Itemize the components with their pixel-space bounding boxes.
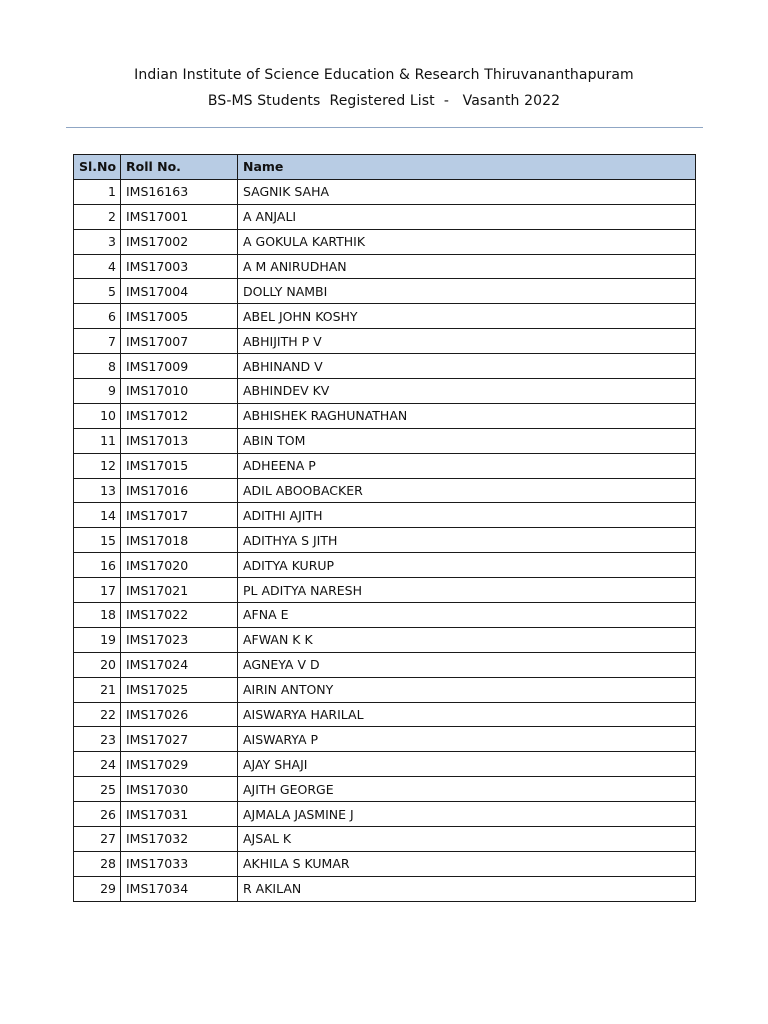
roll-no-cell: IMS17033 xyxy=(121,851,238,876)
table-row xyxy=(74,851,696,876)
sl-no-cell: 7 xyxy=(74,329,121,354)
sl-no-cell: 14 xyxy=(74,503,121,528)
sl-no-cell: 15 xyxy=(74,528,121,553)
student-name-cell: A GOKULA KARTHIK xyxy=(238,229,696,254)
table-row xyxy=(74,179,696,204)
table-body xyxy=(74,179,696,901)
roll-no-cell: IMS17020 xyxy=(121,553,238,578)
table-row xyxy=(74,876,696,901)
roll-no-cell: IMS17018 xyxy=(121,528,238,553)
student-name-cell: AJAY SHAJI xyxy=(238,752,696,777)
roll-no-cell: IMS17027 xyxy=(121,727,238,752)
sl-no-cell: 25 xyxy=(74,777,121,802)
table-row xyxy=(74,204,696,229)
student-name-cell: AKHILA S KUMAR xyxy=(238,851,696,876)
table-row xyxy=(74,528,696,553)
roll-no-cell: IMS17015 xyxy=(121,453,238,478)
student-name-cell: ABHINDEV KV xyxy=(238,379,696,404)
student-name-cell: ABHIJITH P V xyxy=(238,329,696,354)
sl-no-cell: 2 xyxy=(74,204,121,229)
table-row xyxy=(74,503,696,528)
sl-no-cell: 8 xyxy=(74,354,121,379)
roll-no-cell: IMS17034 xyxy=(121,876,238,901)
student-name-cell: ABHISHEK RAGHUNATHAN xyxy=(238,403,696,428)
roll-no-cell: IMS17022 xyxy=(121,603,238,628)
student-name-cell: PL ADITYA NARESH xyxy=(238,578,696,603)
student-name-cell: ADHEENA P xyxy=(238,453,696,478)
table-row xyxy=(74,329,696,354)
student-name-cell: ADITHYA S JITH xyxy=(238,528,696,553)
sl-no-cell: 13 xyxy=(74,478,121,503)
sl-no-cell: 12 xyxy=(74,453,121,478)
sl-no-cell: 19 xyxy=(74,627,121,652)
sl-no-cell: 22 xyxy=(74,702,121,727)
table-row xyxy=(74,652,696,677)
table-row xyxy=(74,827,696,852)
table-row xyxy=(74,478,696,503)
roll-no-cell: IMS17017 xyxy=(121,503,238,528)
sl-no-cell: 10 xyxy=(74,403,121,428)
table-row xyxy=(74,802,696,827)
roll-no-cell: IMS17031 xyxy=(121,802,238,827)
roll-no-cell: IMS17025 xyxy=(121,677,238,702)
sl-no-cell: 3 xyxy=(74,229,121,254)
roll-no-cell: IMS17030 xyxy=(121,777,238,802)
student-name-cell: AFNA E xyxy=(238,603,696,628)
table-row xyxy=(74,453,696,478)
student-name-cell: R AKILAN xyxy=(238,876,696,901)
sl-no-cell: 6 xyxy=(74,304,121,329)
sl-no-cell: 5 xyxy=(74,279,121,304)
table-row xyxy=(74,553,696,578)
roll-no-cell: IMS16163 xyxy=(121,179,238,204)
header-divider xyxy=(66,127,703,128)
student-name-cell: ADITYA KURUP xyxy=(238,553,696,578)
column-header-name: Name xyxy=(238,155,696,180)
sl-no-cell: 11 xyxy=(74,428,121,453)
table-row xyxy=(74,354,696,379)
table-row xyxy=(74,702,696,727)
roll-no-cell: IMS17021 xyxy=(121,578,238,603)
roll-no-cell: IMS17003 xyxy=(121,254,238,279)
sl-no-cell: 20 xyxy=(74,652,121,677)
roll-no-cell: IMS17026 xyxy=(121,702,238,727)
student-name-cell: AFWAN K K xyxy=(238,627,696,652)
table-row xyxy=(74,279,696,304)
roll-no-cell: IMS17010 xyxy=(121,379,238,404)
student-name-cell: A ANJALI xyxy=(238,204,696,229)
student-list-table xyxy=(73,154,696,902)
roll-no-cell: IMS17004 xyxy=(121,279,238,304)
sl-no-cell: 26 xyxy=(74,802,121,827)
student-name-cell: AJITH GEORGE xyxy=(238,777,696,802)
roll-no-cell: IMS17002 xyxy=(121,229,238,254)
column-header-roll-no: Roll No. xyxy=(121,155,238,180)
roll-no-cell: IMS17013 xyxy=(121,428,238,453)
document-title: Indian Institute of Science Education & Research Thiruvananthapuram xyxy=(134,67,634,83)
table-row xyxy=(74,578,696,603)
roll-no-cell: IMS17012 xyxy=(121,403,238,428)
student-name-cell: A M ANIRUDHAN xyxy=(238,254,696,279)
roll-no-cell: IMS17009 xyxy=(121,354,238,379)
student-name-cell: ADITHI AJITH xyxy=(238,503,696,528)
student-name-cell: ABEL JOHN KOSHY xyxy=(238,304,696,329)
column-header-sl-no: Sl.No xyxy=(74,155,121,180)
roll-no-cell: IMS17024 xyxy=(121,652,238,677)
table-header xyxy=(74,155,696,180)
roll-no-cell: IMS17029 xyxy=(121,752,238,777)
table-row xyxy=(74,403,696,428)
student-name-cell: AIRIN ANTONY xyxy=(238,677,696,702)
roll-no-cell: IMS17005 xyxy=(121,304,238,329)
table-row xyxy=(74,627,696,652)
student-name-cell: AISWARYA HARILAL xyxy=(238,702,696,727)
table-row xyxy=(74,777,696,802)
student-name-cell: ABIN TOM xyxy=(238,428,696,453)
table-row xyxy=(74,379,696,404)
table-row xyxy=(74,428,696,453)
table-header-row xyxy=(74,155,696,180)
student-name-cell: ABHINAND V xyxy=(238,354,696,379)
sl-no-cell: 17 xyxy=(74,578,121,603)
student-name-cell: SAGNIK SAHA xyxy=(238,179,696,204)
table-row xyxy=(74,727,696,752)
roll-no-cell: IMS17023 xyxy=(121,627,238,652)
student-name-cell: AGNEYA V D xyxy=(238,652,696,677)
table-row xyxy=(74,677,696,702)
table-row xyxy=(74,603,696,628)
sl-no-cell: 29 xyxy=(74,876,121,901)
table-row xyxy=(74,304,696,329)
sl-no-cell: 1 xyxy=(74,179,121,204)
table-row xyxy=(74,229,696,254)
sl-no-cell: 27 xyxy=(74,827,121,852)
student-name-cell: ADIL ABOOBACKER xyxy=(238,478,696,503)
sl-no-cell: 4 xyxy=(74,254,121,279)
roll-no-cell: IMS17001 xyxy=(121,204,238,229)
sl-no-cell: 16 xyxy=(74,553,121,578)
sl-no-cell: 28 xyxy=(74,851,121,876)
student-name-cell: AJSAL K xyxy=(238,827,696,852)
table-row xyxy=(74,254,696,279)
student-name-cell: AISWARYA P xyxy=(238,727,696,752)
sl-no-cell: 24 xyxy=(74,752,121,777)
student-name-cell: DOLLY NAMBI xyxy=(238,279,696,304)
sl-no-cell: 9 xyxy=(74,379,121,404)
sl-no-cell: 21 xyxy=(74,677,121,702)
document-subtitle: BS-MS Students Registered List - Vasanth 2022 xyxy=(207,93,561,109)
roll-no-cell: IMS17016 xyxy=(121,478,238,503)
sl-no-cell: 18 xyxy=(74,603,121,628)
table-row xyxy=(74,752,696,777)
sl-no-cell: 23 xyxy=(74,727,121,752)
roll-no-cell: IMS17032 xyxy=(121,827,238,852)
student-name-cell: AJMALA JASMINE J xyxy=(238,802,696,827)
roll-no-cell: IMS17007 xyxy=(121,329,238,354)
